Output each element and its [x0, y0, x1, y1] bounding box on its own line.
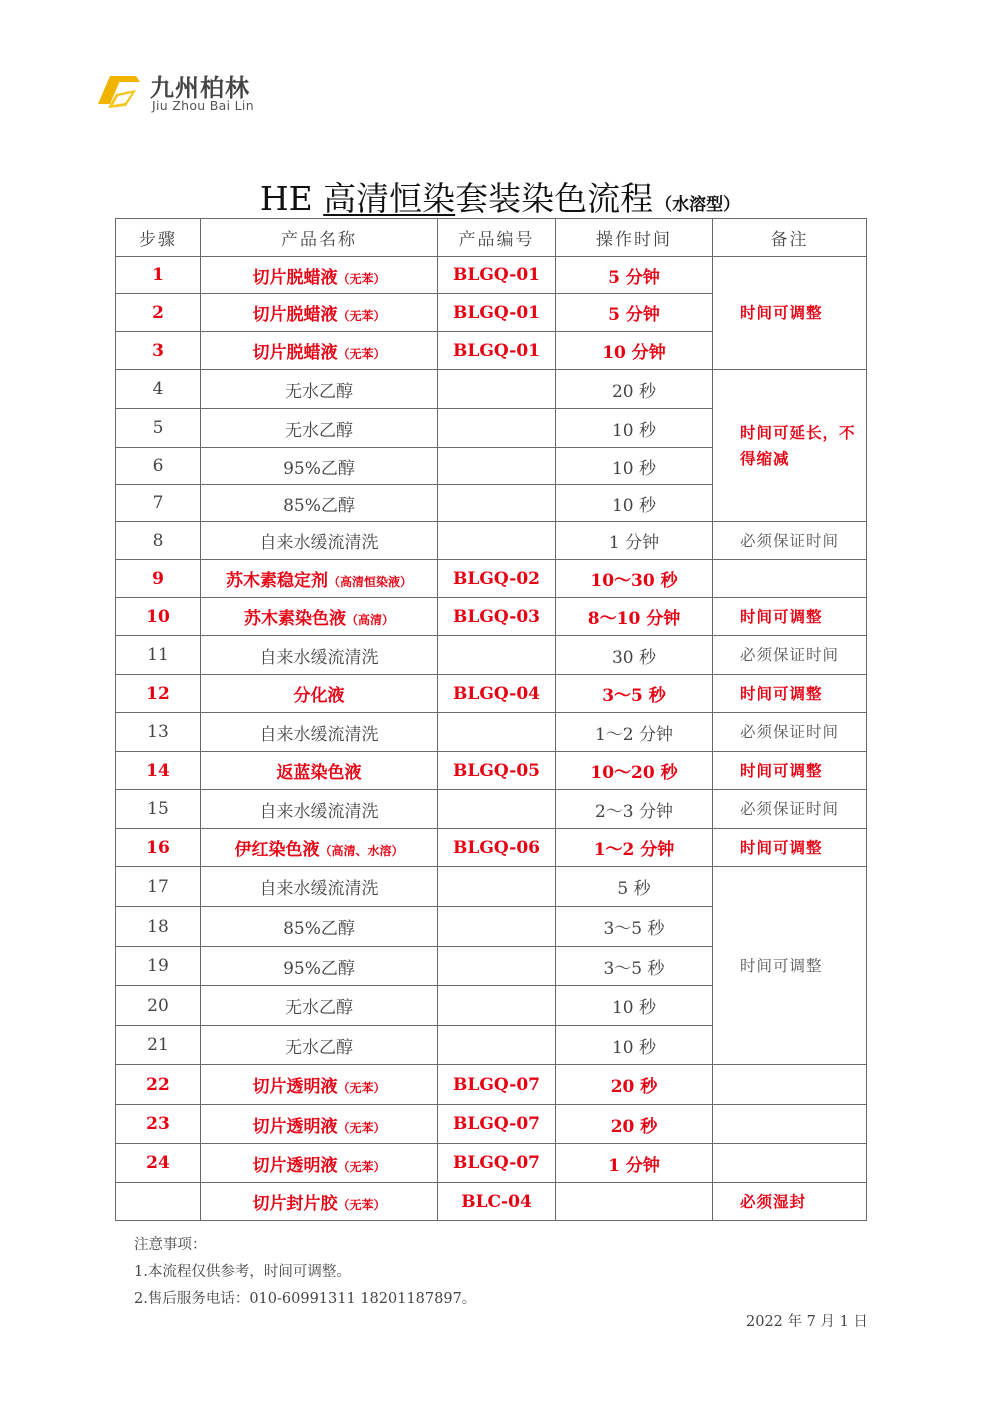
operation-time-cell: 10～30 秒 [556, 560, 713, 598]
product-name-cell [201, 790, 438, 829]
table-row [116, 1183, 867, 1221]
operation-time-cell: 5 分钟 [556, 257, 713, 294]
product-name: 切片透明液 [252, 1077, 338, 1097]
product-name: 85%乙醇 [283, 919, 355, 939]
product-code-cell: BLGQ-01 [438, 294, 556, 332]
product-name-cell [201, 294, 438, 332]
remark-cell: 时间可调整 [713, 257, 867, 370]
product-name: 95%乙醇 [283, 958, 355, 979]
product-code-cell: BLGQ-05 [438, 752, 556, 790]
product-name: 切片透明液 [252, 1155, 338, 1176]
header-remark: 备注 [713, 219, 867, 257]
step-cell: 24 [116, 1144, 201, 1183]
product-code-cell: BLGQ-06 [438, 829, 556, 867]
product-code-cell: BLGQ-07 [438, 1065, 556, 1105]
step-cell: 8 [116, 522, 201, 560]
operation-time-cell: 30 秒 [556, 636, 713, 675]
operation-time-cell: 3～5 秒 [556, 947, 713, 986]
product-code-cell [438, 370, 556, 409]
product-name-note: （无苯） [337, 271, 386, 286]
staining-procedure-table [115, 218, 867, 1221]
note-item: 2.售后服务电话：010-60991311 18201187897。 [134, 1291, 477, 1307]
remark-cell: 时间可调整 [713, 675, 867, 713]
product-code-cell [438, 448, 556, 485]
step-cell: 12 [116, 675, 201, 713]
product-name: 苏木素稳定剂 [225, 571, 328, 591]
operation-time-cell: 1～2 分钟 [556, 829, 713, 867]
operation-time-cell: 2～3 分钟 [556, 790, 713, 829]
operation-time-cell: 10 分钟 [556, 332, 713, 370]
step-cell: 23 [116, 1105, 201, 1144]
product-name: 无水乙醇 [285, 998, 353, 1018]
logo-name-en: Jiu Zhou Bai Lin [152, 98, 254, 113]
product-name-note: （高清） [345, 613, 394, 627]
remark-cell [713, 1065, 867, 1105]
step-cell: 19 [116, 947, 201, 986]
notes-section [134, 1232, 476, 1313]
product-code-cell: BLC-04 [438, 1183, 556, 1221]
product-name: 切片封片胶 [252, 1194, 338, 1214]
table-row [116, 370, 867, 409]
product-name-note: （无苯） [337, 347, 386, 361]
remark-cell [713, 1105, 867, 1144]
product-name-cell [201, 448, 438, 485]
title-subtitle: （水溶型） [655, 195, 741, 215]
operation-time-cell: 1 分钟 [556, 1144, 713, 1183]
remark-cell [713, 1144, 867, 1183]
product-name-cell [201, 598, 438, 636]
table-row [116, 1065, 867, 1105]
product-name: 切片脱蜡液 [252, 343, 338, 363]
product-code-cell [438, 409, 556, 448]
product-name-cell [201, 522, 438, 560]
step-cell: 20 [116, 986, 201, 1026]
operation-time-cell: 5 分钟 [556, 294, 713, 332]
product-name-cell [201, 713, 438, 752]
product-name: 85%乙醇 [283, 495, 355, 516]
product-code-cell: BLGQ-01 [438, 332, 556, 370]
product-code-cell [438, 713, 556, 752]
product-name-cell [201, 1026, 438, 1065]
product-name-cell [201, 1183, 438, 1221]
operation-time-cell: 20 秒 [556, 370, 713, 409]
product-code-cell: BLGQ-07 [438, 1144, 556, 1183]
step-cell: 15 [116, 790, 201, 829]
product-name: 伊红染色液 [234, 840, 320, 860]
operation-time-cell: 3～5 秒 [556, 907, 713, 947]
operation-time-cell: 1～2 分钟 [556, 713, 713, 752]
title-rest: 套装染色流程 [455, 179, 654, 218]
product-name: 分化液 [293, 686, 345, 706]
remark-cell [713, 560, 867, 598]
product-name-cell [201, 907, 438, 947]
table-row [116, 752, 867, 790]
table-row [116, 636, 867, 675]
document-title [0, 173, 1000, 220]
step-cell: 13 [116, 713, 201, 752]
table-row [116, 1105, 867, 1144]
product-code-cell [438, 522, 556, 560]
product-name: 切片脱蜡液 [252, 305, 338, 325]
product-name-cell [201, 257, 438, 294]
product-name-note: （无苯） [337, 1159, 386, 1174]
step-cell: 6 [116, 448, 201, 485]
table-body [116, 257, 867, 1221]
product-name-note: （无苯） [337, 1198, 386, 1212]
product-name-cell [201, 485, 438, 522]
product-code-cell [438, 867, 556, 907]
step-cell: 5 [116, 409, 201, 448]
table-row [116, 675, 867, 713]
header-operation-time: 操作时间 [556, 219, 713, 257]
step-cell: 18 [116, 907, 201, 947]
product-code-cell: BLGQ-02 [438, 560, 556, 598]
remark-cell: 必须保证时间 [713, 790, 867, 829]
product-name: 无水乙醇 [285, 420, 353, 441]
product-name-cell [201, 947, 438, 986]
product-name: 切片透明液 [252, 1116, 338, 1137]
product-name-cell [201, 829, 438, 867]
product-code-cell [438, 907, 556, 947]
step-cell [116, 1183, 201, 1221]
table-row [116, 713, 867, 752]
product-name: 自来水缓流清洗 [259, 879, 379, 899]
product-name: 切片脱蜡液 [252, 267, 338, 288]
product-name: 自来水缓流清洗 [259, 647, 379, 668]
step-cell: 21 [116, 1026, 201, 1065]
product-name-cell [201, 986, 438, 1026]
remark-cell: 时间可调整 [713, 867, 867, 1065]
product-name: 无水乙醇 [285, 381, 353, 402]
operation-time-cell: 1 分钟 [556, 522, 713, 560]
product-code-cell [438, 636, 556, 675]
product-name-cell [201, 332, 438, 370]
product-name-note: （高清、水溶） [319, 844, 404, 858]
logo-name-cn: 九州柏林 [150, 74, 250, 102]
product-name-note: （无苯） [337, 309, 386, 323]
step-cell: 10 [116, 598, 201, 636]
operation-time-cell [556, 1183, 713, 1221]
product-name: 无水乙醇 [285, 1037, 353, 1058]
note-item: 1.本流程仅供参考，时间可调整。 [134, 1264, 351, 1280]
product-name-cell [201, 636, 438, 675]
product-name-cell [201, 409, 438, 448]
product-code-cell: BLGQ-07 [438, 1105, 556, 1144]
remark-cell: 时间可调整 [713, 598, 867, 636]
product-code-cell: BLGQ-04 [438, 675, 556, 713]
operation-time-cell: 10 秒 [556, 448, 713, 485]
operation-time-cell: 20 秒 [556, 1105, 713, 1144]
operation-time-cell: 8～10 分钟 [556, 598, 713, 636]
product-name: 返蓝染色液 [276, 763, 362, 783]
table-row [116, 257, 867, 294]
product-name: 自来水缓流清洗 [259, 801, 379, 822]
product-code-cell: BLGQ-01 [438, 257, 556, 294]
table-row [116, 829, 867, 867]
title-underlined: 高清恒染 [323, 179, 456, 218]
table-header-row [116, 219, 867, 257]
operation-time-cell: 10 秒 [556, 1026, 713, 1065]
table-row [116, 598, 867, 636]
product-name-cell [201, 1105, 438, 1144]
table-row [116, 867, 867, 907]
product-name-cell [201, 752, 438, 790]
product-name-cell [201, 560, 438, 598]
operation-time-cell: 20 秒 [556, 1065, 713, 1105]
product-code-cell: BLGQ-03 [438, 598, 556, 636]
table-row [116, 560, 867, 598]
product-name: 自来水缓流清洗 [259, 724, 379, 745]
table-row [116, 790, 867, 829]
step-cell: 7 [116, 485, 201, 522]
product-name-cell [201, 1065, 438, 1105]
product-name-note: （无苯） [337, 1081, 386, 1095]
product-code-cell [438, 947, 556, 986]
header-step: 步骤 [116, 219, 201, 257]
product-name-cell [201, 370, 438, 409]
remark-cell: 时间可调整 [713, 829, 867, 867]
product-name: 苏木素染色液 [243, 609, 346, 629]
product-name-note: （高清恒染液） [327, 575, 412, 589]
remark-cell: 必须保证时间 [713, 522, 867, 560]
step-cell: 22 [116, 1065, 201, 1105]
step-cell: 9 [116, 560, 201, 598]
product-code-cell [438, 986, 556, 1026]
company-logo [96, 66, 316, 118]
remark-cell: 必须湿封 [713, 1183, 867, 1221]
remark-cell: 时间可延长，不得缩减 [713, 370, 867, 522]
product-name-cell [201, 675, 438, 713]
logo-mark-icon [96, 70, 142, 110]
product-name-note: （无苯） [337, 1120, 386, 1135]
header-product-code: 产品编号 [438, 219, 556, 257]
product-code-cell [438, 1026, 556, 1065]
operation-time-cell: 10 秒 [556, 485, 713, 522]
remark-cell: 时间可调整 [713, 752, 867, 790]
document-date: 2022 年 7 月 1 日 [746, 1314, 868, 1330]
step-cell: 2 [116, 294, 201, 332]
operation-time-cell: 5 秒 [556, 867, 713, 907]
step-cell: 3 [116, 332, 201, 370]
operation-time-cell: 3～5 秒 [556, 675, 713, 713]
product-name-cell [201, 867, 438, 907]
step-cell: 17 [116, 867, 201, 907]
product-code-cell [438, 790, 556, 829]
header-product-name: 产品名称 [201, 219, 438, 257]
remark-cell: 必须保证时间 [713, 636, 867, 675]
step-cell: 16 [116, 829, 201, 867]
operation-time-cell: 10 秒 [556, 986, 713, 1026]
title-prefix: HE [259, 179, 324, 218]
operation-time-cell: 10～20 秒 [556, 752, 713, 790]
operation-time-cell: 10 秒 [556, 409, 713, 448]
product-code-cell [438, 485, 556, 522]
product-name: 95%乙醇 [283, 458, 355, 479]
table-row [116, 1144, 867, 1183]
remark-cell: 必须保证时间 [713, 713, 867, 752]
table-row [116, 522, 867, 560]
step-cell: 14 [116, 752, 201, 790]
step-cell: 1 [116, 257, 201, 294]
product-name: 自来水缓流清洗 [259, 533, 379, 553]
step-cell: 11 [116, 636, 201, 675]
notes-heading: 注意事项： [134, 1237, 207, 1253]
product-name-cell [201, 1144, 438, 1183]
step-cell: 4 [116, 370, 201, 409]
